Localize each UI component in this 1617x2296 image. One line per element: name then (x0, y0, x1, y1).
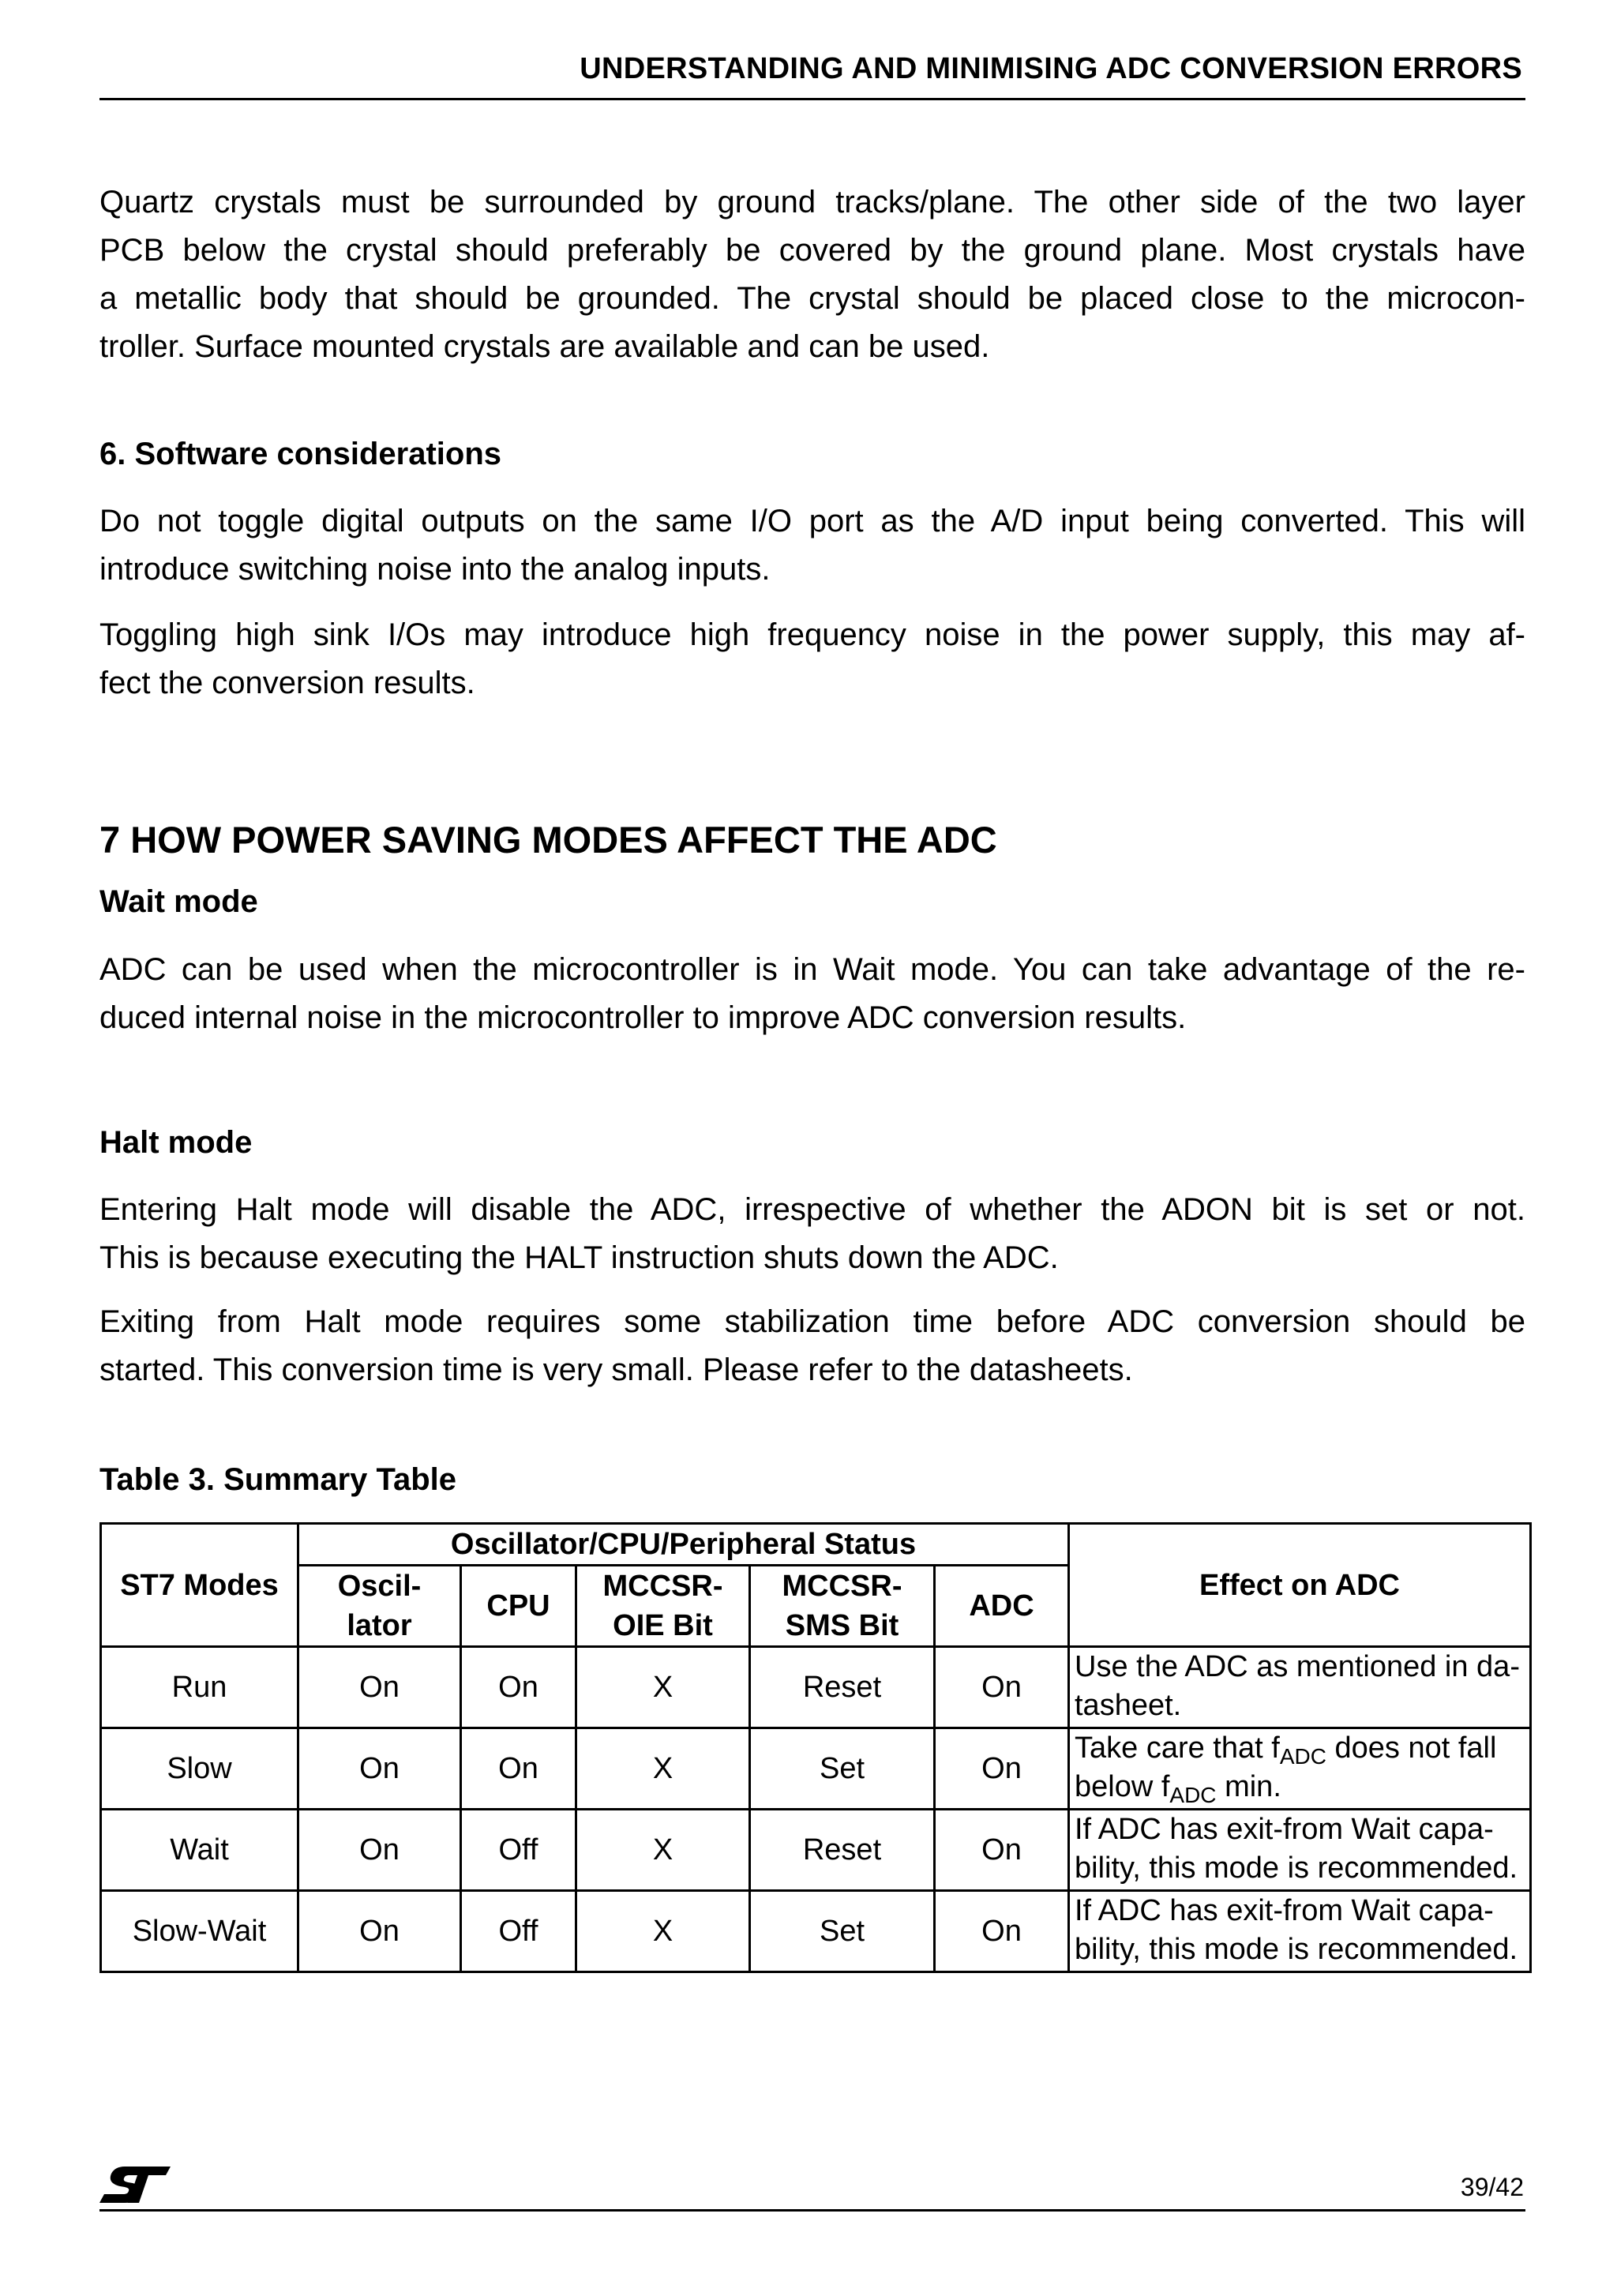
wait-line: duced internal noise in the microcontroller to improve ADC conversion results. (99, 1000, 1187, 1035)
cell-mode: Run (101, 1647, 298, 1728)
intro-line: a metallic body that should be grounded. The crystal should be placed close to the microcon- (99, 281, 1525, 316)
cell-oie: X (576, 1728, 750, 1810)
header-oscillator: Oscil- lator (298, 1566, 461, 1647)
halt-line: Entering Halt mode will disable the ADC, irrespective of whether the ADON bit is set or not. (99, 1192, 1525, 1227)
wait-mode-paragraph (99, 946, 1525, 1042)
header-effect: Effect on ADC (1069, 1524, 1531, 1647)
halt-paragraph-2 (99, 1298, 1525, 1394)
page-number: 39/42 (1460, 2173, 1524, 2201)
intro-line: troller. Surface mounted crystals are available and can be used. (99, 329, 990, 364)
software-heading: 6. Software considerations (99, 437, 502, 471)
cell-effect: Take care that $f_{ADC}$ does not fall below $f_{ADC}$ min. (1069, 1728, 1531, 1810)
cell-cpu: Off (461, 1810, 576, 1891)
section-7-heading: 7 HOW POWER SAVING MODES AFFECT THE ADC (99, 819, 997, 861)
cell-sms: Set (750, 1728, 935, 1810)
st-logo-shape (99, 2167, 171, 2203)
summary-table (99, 1522, 1532, 1973)
cell-effect: If ADC has exit-from Wait capa- bility, this mode is recommended. (1069, 1810, 1531, 1891)
software-line: fect the conversion results. (99, 666, 475, 700)
wait-mode-heading: Wait mode (99, 884, 258, 919)
intro-line: Quartz crystals must be surrounded by ground tracks/plane. The other side of the two layer (99, 185, 1525, 219)
st-logo (98, 2165, 172, 2204)
cell-sms: Reset (750, 1810, 935, 1891)
cell-adc: On (935, 1728, 1069, 1810)
halt-mode-heading: Halt mode (99, 1125, 253, 1160)
table-row (101, 1891, 1531, 1972)
cell-oie: X (576, 1647, 750, 1728)
table-caption: Table 3. Summary Table (99, 1462, 457, 1497)
cell-oscillator: On (298, 1728, 461, 1810)
table-row (101, 1647, 1531, 1728)
software-line: introduce switching noise into the analog inputs. (99, 552, 771, 587)
cell-cpu: On (461, 1728, 576, 1810)
table-row (101, 1810, 1531, 1891)
cell-oscillator: On (298, 1891, 461, 1972)
intro-paragraph (99, 178, 1525, 371)
halt-line: This is because executing the HALT instruction shuts down the ADC. (99, 1240, 1059, 1275)
cell-mode: Wait (101, 1810, 298, 1891)
header-oie-bit: MCCSR- OIE Bit (576, 1566, 750, 1647)
cell-oie: X (576, 1891, 750, 1972)
software-paragraph-2 (99, 611, 1525, 707)
wait-line: ADC can be used when the microcontroller is in Wait mode. You can take advantage of the re- (99, 952, 1525, 987)
cell-mode: Slow (101, 1728, 298, 1810)
table-row (101, 1728, 1531, 1810)
header-status-group: Oscillator/CPU/Peripheral Status (298, 1524, 1069, 1566)
header-sms-bit: MCCSR- SMS Bit (750, 1566, 935, 1647)
software-line: Toggling high sink I/Os may introduce high frequency noise in the power supply, this may af- (99, 617, 1525, 652)
cell-effect: Use the ADC as mentioned in da- tasheet. (1069, 1647, 1531, 1728)
cell-cpu: On (461, 1647, 576, 1728)
intro-line: PCB below the crystal should preferably be covered by the ground plane. Most crystals have (99, 233, 1525, 268)
cell-oscillator: On (298, 1647, 461, 1728)
cell-adc: On (935, 1810, 1069, 1891)
header-adc: ADC (935, 1566, 1069, 1647)
cell-sms: Reset (750, 1647, 935, 1728)
header-st7-modes: ST7 Modes (101, 1524, 298, 1647)
software-paragraph-1 (99, 497, 1525, 594)
halt-line: started. This conversion time is very small. Please refer to the datasheets. (99, 1352, 1133, 1387)
cell-effect: If ADC has exit-from Wait capa- bility, this mode is recommended. (1069, 1891, 1531, 1972)
cell-oie: X (576, 1810, 750, 1891)
halt-paragraph-1 (99, 1186, 1525, 1282)
cell-adc: On (935, 1647, 1069, 1728)
cell-sms: Set (750, 1891, 935, 1972)
cell-adc: On (935, 1891, 1069, 1972)
halt-line: Exiting from Halt mode requires some stabilization time before ADC conversion should be (99, 1304, 1525, 1339)
running-header: UNDERSTANDING AND MINIMISING ADC CONVERSION ERRORS (580, 52, 1522, 85)
software-line: Do not toggle digital outputs on the same I/O port as the A/D input being converted. This will (99, 504, 1525, 538)
cell-mode: Slow-Wait (101, 1891, 298, 1972)
header-cpu: CPU (461, 1566, 576, 1647)
cell-cpu: Off (461, 1891, 576, 1972)
cell-oscillator: On (298, 1810, 461, 1891)
footer-divider (99, 2209, 1525, 2212)
header-divider (99, 98, 1525, 100)
